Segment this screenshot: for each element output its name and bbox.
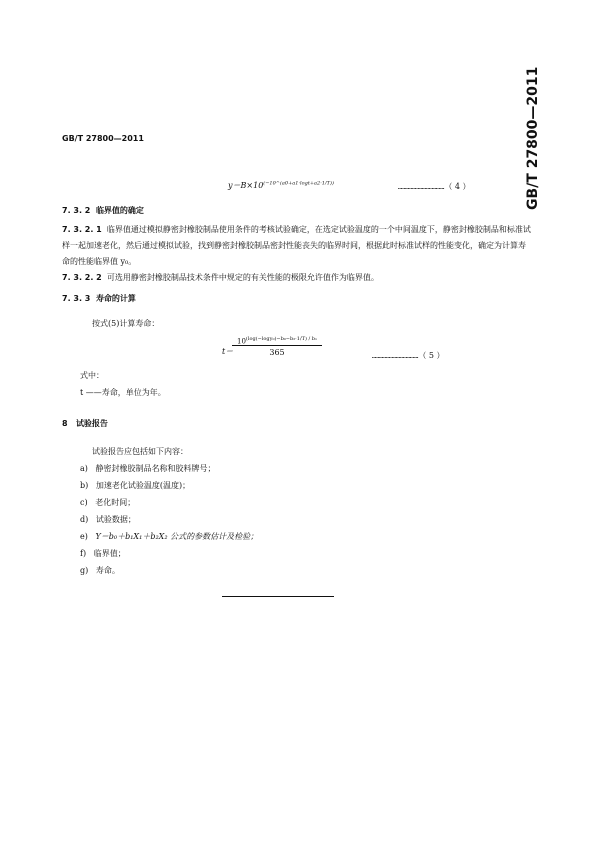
- paragraph-text: 临界值通过模拟静密封橡胶制品使用条件的考核试验确定，在选定试验温度的一个中间温度下，静密封橡胶制品和标准试样一起加速老化，然后通过模拟试验，找到静密封橡胶制品密封性能丧失的临界时间，根据此时标准试样的性能变化，确定为计算寿命的性能临界值 y₀。: [62, 225, 531, 266]
- list-item: [80, 514, 136, 525]
- list-text: Y＝b₀＋b₁X₁＋b₂X₂ 公式的参数估计及检验；: [95, 532, 259, 541]
- list-item: [80, 463, 216, 474]
- section-title: 试验报告: [75, 419, 108, 428]
- list-text: 临界值；: [93, 549, 126, 558]
- section-7-3-2-1-paragraph: [62, 222, 532, 270]
- equation-5-number: （ 5 ）: [418, 351, 445, 360]
- list-text: 老化时间；: [95, 498, 136, 507]
- report-intro: 试验报告应包括如下内容：: [92, 447, 188, 456]
- equation-4-exponent: (−10^(a0+a1·logt+a2·1/T)): [263, 180, 334, 187]
- section-7-3-2-2-paragraph: [62, 270, 532, 286]
- equation-4-dots: ……………………………: [398, 183, 445, 191]
- list-text: 加速老化试验温度(温度)；: [95, 481, 191, 490]
- section-8-heading: [62, 418, 108, 429]
- section-number: 7. 3. 2: [62, 206, 91, 215]
- section-7-3-2-heading: [62, 205, 144, 216]
- equation-5-numerator-base: 10: [236, 337, 246, 346]
- list-item: [80, 565, 120, 576]
- where-label: 式中：: [80, 371, 104, 380]
- section-title: 寿命的计算: [95, 294, 136, 303]
- section-title: 临界值的确定: [95, 206, 144, 215]
- equation-5-dots: ……………………………: [372, 352, 419, 360]
- section-number: 8: [62, 419, 68, 428]
- list-text: 静密封橡胶制品名称和胶料牌号；: [95, 464, 216, 473]
- section-number: 7. 3. 2. 1: [62, 225, 102, 234]
- equation-5-fraction: [232, 336, 322, 357]
- equation-4-number: （ 4 ）: [444, 182, 471, 191]
- list-marker: a): [80, 464, 88, 473]
- equation-5-numerator: [232, 336, 322, 345]
- equation-5-reference: [372, 350, 445, 361]
- list-marker: g): [80, 566, 89, 575]
- header-code: GB/T 27800—2011: [62, 134, 144, 143]
- equation-4: [228, 180, 334, 191]
- equation-4-reference: [398, 181, 471, 192]
- section-7-3-3-heading: [62, 293, 136, 304]
- equation-5-denominator: 365: [232, 345, 322, 357]
- equation-5-numerator-exponent: (log(−logy₀)−b₀−b₂·1/T) / b₁: [245, 336, 317, 342]
- list-item: [80, 480, 190, 491]
- section-number: 7. 3. 2. 2: [62, 273, 102, 282]
- list-item: [80, 548, 126, 559]
- list-marker: e): [80, 532, 88, 541]
- list-marker: b): [80, 481, 89, 490]
- list-text: 寿命。: [95, 566, 120, 575]
- paragraph-text: 可选用静密封橡胶制品技术条件中规定的有关性能的极限允许值作为临界值。: [106, 273, 379, 282]
- list-marker: c): [80, 498, 88, 507]
- section-number: 7. 3. 3: [62, 294, 91, 303]
- equation-4-lhs: y＝B×10: [228, 181, 264, 190]
- where-item-t: t ——寿命，单位为年。: [80, 388, 166, 397]
- list-marker: d): [80, 515, 89, 524]
- side-standard-code: GB/T 27800—2011: [525, 66, 541, 210]
- equation-5-lhs: t＝: [222, 347, 234, 356]
- list-marker: f): [80, 549, 87, 558]
- end-rule: [222, 596, 334, 597]
- calculation-intro: 按式(5)计算寿命：: [92, 319, 160, 328]
- list-item: [80, 497, 135, 508]
- list-text: 试验数据；: [95, 515, 136, 524]
- list-item: [80, 531, 258, 542]
